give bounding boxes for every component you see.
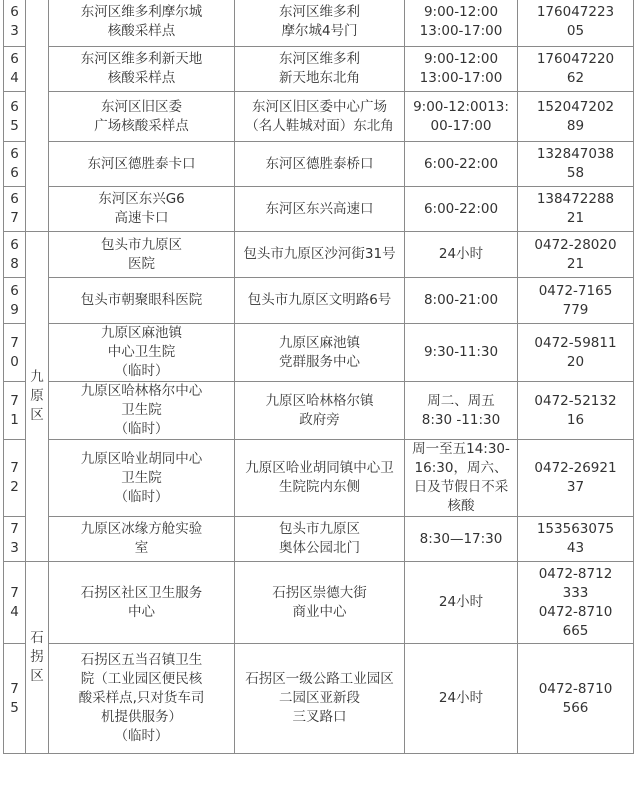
row-number-line: 1	[10, 411, 19, 428]
site-name-line: 东河区德胜泰卡口	[87, 155, 196, 172]
site-hours-line: 周二、周五	[427, 392, 495, 409]
table-row	[4, 517, 634, 562]
sampling-sites-table	[3, 0, 634, 754]
site-phone	[518, 187, 634, 232]
row-number	[4, 278, 26, 324]
site-phone	[518, 324, 634, 382]
site-phone-line: 37	[566, 479, 585, 495]
site-hours	[405, 92, 518, 142]
site-name-line: 东河区东兴G6	[98, 191, 185, 207]
row-number-line: 7	[10, 460, 19, 476]
site-name-line: 九原区哈业胡同中心	[80, 450, 203, 467]
site-name-line: 院（工业园区便民核	[80, 671, 203, 687]
site-phone-line: 566	[562, 699, 589, 716]
site-phone-line: 21	[566, 210, 585, 226]
site-name-line: 九原区哈林格尔中心	[80, 383, 203, 399]
site-address-line: 奥体公园北门	[279, 540, 360, 556]
site-hours-line: 13:00-17:00	[419, 22, 503, 39]
site-hours	[405, 440, 518, 517]
site-name-line: （临时）	[114, 363, 169, 379]
site-address-line: 石拐区一级公路工业园区	[245, 671, 394, 687]
site-address	[235, 92, 405, 142]
site-hours	[405, 47, 518, 92]
row-number	[4, 324, 26, 382]
site-name	[49, 142, 235, 187]
site-name	[49, 278, 235, 324]
site-name-line: 卫生院	[121, 469, 162, 486]
site-phone-line: 21	[566, 255, 585, 272]
table-row	[4, 187, 634, 232]
site-phone	[518, 644, 634, 754]
site-name-line: 东河区旧区委	[101, 98, 182, 115]
site-hours-line: 日及节假日不采	[413, 479, 509, 495]
site-hours-line: 9:00-12:00	[423, 3, 499, 20]
site-address-line: 九原区麻池镇	[279, 334, 360, 351]
row-number	[4, 47, 26, 92]
site-hours-line: 13:00-17:00	[419, 70, 503, 86]
row-number	[4, 232, 26, 278]
row-number-line: 7	[10, 680, 19, 697]
row-number-line: 2	[10, 479, 19, 495]
table-row	[4, 0, 634, 47]
site-name	[49, 324, 235, 382]
site-phone-line: 0472-8712	[538, 565, 613, 582]
site-phone-line: 58	[566, 165, 585, 181]
site-phone-line: 779	[562, 301, 589, 318]
site-address	[235, 382, 405, 440]
site-name-line: 卫生院	[121, 402, 162, 418]
site-hours-line: 9:00-12:0013:	[413, 98, 509, 115]
site-name-line: 核酸采样点	[107, 70, 176, 86]
row-number	[4, 517, 26, 562]
site-phone	[518, 562, 634, 644]
row-number-line: 8	[10, 255, 19, 272]
district-cell-shiguai-line: 拐	[30, 649, 44, 665]
row-number-line: 7	[10, 334, 19, 351]
site-address-line: 东河区旧区委中心广场	[252, 98, 387, 115]
row-number	[4, 0, 26, 47]
site-phone-line: 176047220	[536, 51, 615, 67]
site-name	[49, 0, 235, 47]
site-name-line: 中心卫生院	[107, 344, 176, 360]
row-number	[4, 92, 26, 142]
table-row	[4, 232, 634, 278]
site-name	[49, 440, 235, 517]
site-hours-line: 24小时	[438, 246, 484, 262]
row-number-line: 9	[10, 301, 19, 318]
site-name-line: 机提供服务）	[101, 709, 182, 725]
site-hours-line: 6:00-22:00	[423, 200, 499, 217]
district-cell-shiguai-line: 区	[30, 668, 44, 684]
site-address	[235, 644, 405, 754]
table-row	[4, 278, 634, 324]
site-name-line: 室	[134, 540, 149, 556]
site-name-line: 高速卡口	[114, 210, 169, 226]
site-name-line: 九原区冰缘方舱实验	[80, 521, 203, 537]
site-address	[235, 47, 405, 92]
site-phone-line: 16	[566, 411, 585, 428]
site-phone-line: 20	[566, 353, 585, 370]
site-phone-line: 138472288	[536, 191, 615, 207]
site-address-line: 九原区哈林格尔镇	[265, 392, 374, 409]
site-hours-line: 6:00-22:00	[423, 155, 499, 172]
site-address	[235, 187, 405, 232]
site-address-line: 石拐区崇德大街	[272, 584, 367, 601]
site-hours	[405, 324, 518, 382]
site-phone	[518, 440, 634, 517]
site-hours-line: 16:30，周六、	[414, 460, 508, 476]
district-cell-shiguai	[26, 562, 49, 754]
site-phone	[518, 0, 634, 47]
site-hours	[405, 382, 518, 440]
site-phone-line: 0472-28020	[534, 236, 617, 253]
site-name-line: （临时）	[114, 421, 169, 437]
site-name	[49, 382, 235, 440]
row-number-line: 6	[10, 236, 19, 253]
site-address	[235, 142, 405, 187]
site-phone-line: 152047202	[536, 98, 615, 115]
site-hours-line: 核酸	[447, 498, 475, 514]
site-hours-line: 24小时	[438, 594, 484, 610]
site-address-line: （名人鞋城对面）东北角	[245, 117, 394, 134]
row-number-line: 6	[10, 191, 19, 207]
row-number-line: 3	[10, 22, 19, 39]
row-number	[4, 142, 26, 187]
row-number	[4, 440, 26, 517]
table-row	[4, 92, 634, 142]
site-phone-line: 176047223	[536, 3, 615, 20]
site-name-line: 酸采样点,只对货车司	[78, 690, 205, 706]
site-address-line: 东河区德胜泰桥口	[265, 155, 374, 172]
site-hours-line: 24小时	[438, 690, 484, 706]
table-row	[4, 644, 634, 754]
site-phone-line: 43	[566, 540, 585, 556]
site-name-line: 中心	[128, 603, 155, 620]
site-hours	[405, 517, 518, 562]
district-cell-shiguai-line: 石	[30, 630, 44, 646]
row-number-line: 6	[10, 282, 19, 299]
site-name-line: （临时）	[114, 488, 169, 505]
site-name-line: 包头市九原区	[101, 236, 182, 253]
site-address-line: 包头市九原区	[279, 521, 360, 537]
site-address-line: 三叉路口	[292, 709, 347, 725]
site-phone	[518, 517, 634, 562]
district-cell-jiuyuan	[26, 232, 49, 562]
site-name	[49, 47, 235, 92]
site-address	[235, 232, 405, 278]
site-phone-line: 0472-52132	[534, 392, 617, 409]
row-number-line: 7	[10, 584, 19, 601]
site-address	[235, 517, 405, 562]
site-phone	[518, 142, 634, 187]
site-address-line: 东河区东兴高速口	[265, 200, 374, 217]
site-phone-line: 05	[566, 22, 585, 39]
site-phone-line: 89	[566, 117, 585, 134]
table-row	[4, 562, 634, 644]
site-address-line: 党群服务中心	[279, 353, 360, 370]
site-address-line: 政府旁	[299, 411, 340, 428]
site-phone	[518, 47, 634, 92]
site-hours-line: 00-17:00	[430, 117, 492, 134]
row-number-line: 3	[10, 540, 19, 556]
row-number-line: 6	[10, 98, 19, 115]
site-hours-line: 周一至五14:30-	[412, 441, 510, 457]
site-name-line: 包头市朝聚眼科医院	[80, 292, 203, 308]
site-name-line: 东河区维多利新天地	[80, 51, 203, 67]
district-cell-donghe	[26, 0, 49, 232]
row-number	[4, 562, 26, 644]
site-hours-line: 9:00-12:00	[423, 51, 499, 67]
site-address-line: 商业中心	[292, 603, 347, 620]
site-hours	[405, 142, 518, 187]
site-address-line: 九原区哈业胡同镇中心卫	[245, 460, 394, 476]
district-cell-jiuyuan-line: 九	[30, 369, 44, 385]
site-address	[235, 440, 405, 517]
site-name-line: 医院	[128, 255, 155, 272]
site-phone-line: 132847038	[536, 146, 615, 162]
site-name	[49, 644, 235, 754]
site-phone	[518, 92, 634, 142]
site-hours	[405, 562, 518, 644]
row-number	[4, 644, 26, 754]
site-name	[49, 92, 235, 142]
district-cell-jiuyuan-line: 原	[30, 388, 44, 404]
site-address-line: 东河区维多利	[279, 51, 360, 67]
site-hours	[405, 278, 518, 324]
site-name-line: 九原区麻池镇	[101, 325, 182, 341]
row-number-line: 6	[10, 165, 19, 181]
row-number-line: 7	[10, 392, 19, 409]
site-address-line: 东河区维多利	[279, 3, 360, 20]
table-row	[4, 440, 634, 517]
site-address	[235, 324, 405, 382]
site-name-line: 石拐区社区卫生服务	[80, 584, 203, 601]
row-number-line: 5	[10, 699, 19, 716]
site-hours	[405, 232, 518, 278]
site-hours-line: 8:30 -11:30	[421, 411, 501, 428]
row-number-line: 4	[10, 603, 19, 620]
table-row	[4, 324, 634, 382]
site-hours-line: 8:00-21:00	[423, 292, 499, 308]
row-number-line: 0	[10, 353, 19, 370]
row-number	[4, 187, 26, 232]
site-name	[49, 187, 235, 232]
site-phone-line: 153563075	[536, 521, 615, 537]
row-number	[4, 382, 26, 440]
site-phone	[518, 232, 634, 278]
table-row	[4, 382, 634, 440]
site-phone-line: 0472-8710	[538, 680, 613, 697]
site-phone-line: 62	[566, 70, 585, 86]
site-address-line: 二园区亚新段	[279, 690, 360, 706]
site-phone	[518, 382, 634, 440]
site-address-line: 摩尔城4号门	[281, 22, 358, 39]
site-address	[235, 0, 405, 47]
row-number-line: 7	[10, 521, 19, 537]
site-address-line: 包头市九原区文明路6号	[247, 292, 392, 308]
site-name	[49, 562, 235, 644]
site-name-line: 广场核酸采样点	[94, 117, 189, 134]
site-hours	[405, 0, 518, 47]
site-name	[49, 232, 235, 278]
site-hours	[405, 644, 518, 754]
site-phone-line: 0472-8710	[538, 603, 613, 620]
site-hours-line: 9:30-11:30	[423, 344, 499, 360]
site-hours-line: 8:30—17:30	[419, 530, 503, 547]
row-number-line: 4	[10, 70, 19, 86]
site-phone-line: 0472-26921	[534, 460, 617, 476]
site-hours	[405, 187, 518, 232]
site-phone	[518, 278, 634, 324]
site-address-line: 生院院内东侧	[279, 479, 360, 495]
district-cell-jiuyuan-line: 区	[30, 407, 44, 423]
table-row	[4, 47, 634, 92]
site-phone-line: 333	[562, 584, 589, 601]
site-name-line: （临时）	[114, 728, 169, 744]
site-name-line: 东河区维多利摩尔城	[80, 3, 203, 20]
site-address-line: 新天地东北角	[279, 70, 360, 86]
site-address	[235, 278, 405, 324]
row-number-line: 6	[10, 146, 19, 162]
site-phone-line: 0472-59811	[534, 334, 617, 351]
row-number-line: 6	[10, 51, 19, 67]
row-number-line: 7	[10, 210, 19, 226]
site-address-line: 包头市九原区沙河街31号	[243, 246, 396, 262]
row-number-line: 6	[10, 3, 19, 20]
site-phone-line: 665	[562, 622, 589, 639]
site-name	[49, 517, 235, 562]
row-number-line: 5	[10, 117, 19, 134]
table-row	[4, 142, 634, 187]
site-name-line: 石拐区五当召镇卫生	[80, 652, 203, 668]
site-name-line: 核酸采样点	[107, 22, 176, 39]
site-address	[235, 562, 405, 644]
site-phone-line: 0472-7165	[538, 282, 613, 299]
